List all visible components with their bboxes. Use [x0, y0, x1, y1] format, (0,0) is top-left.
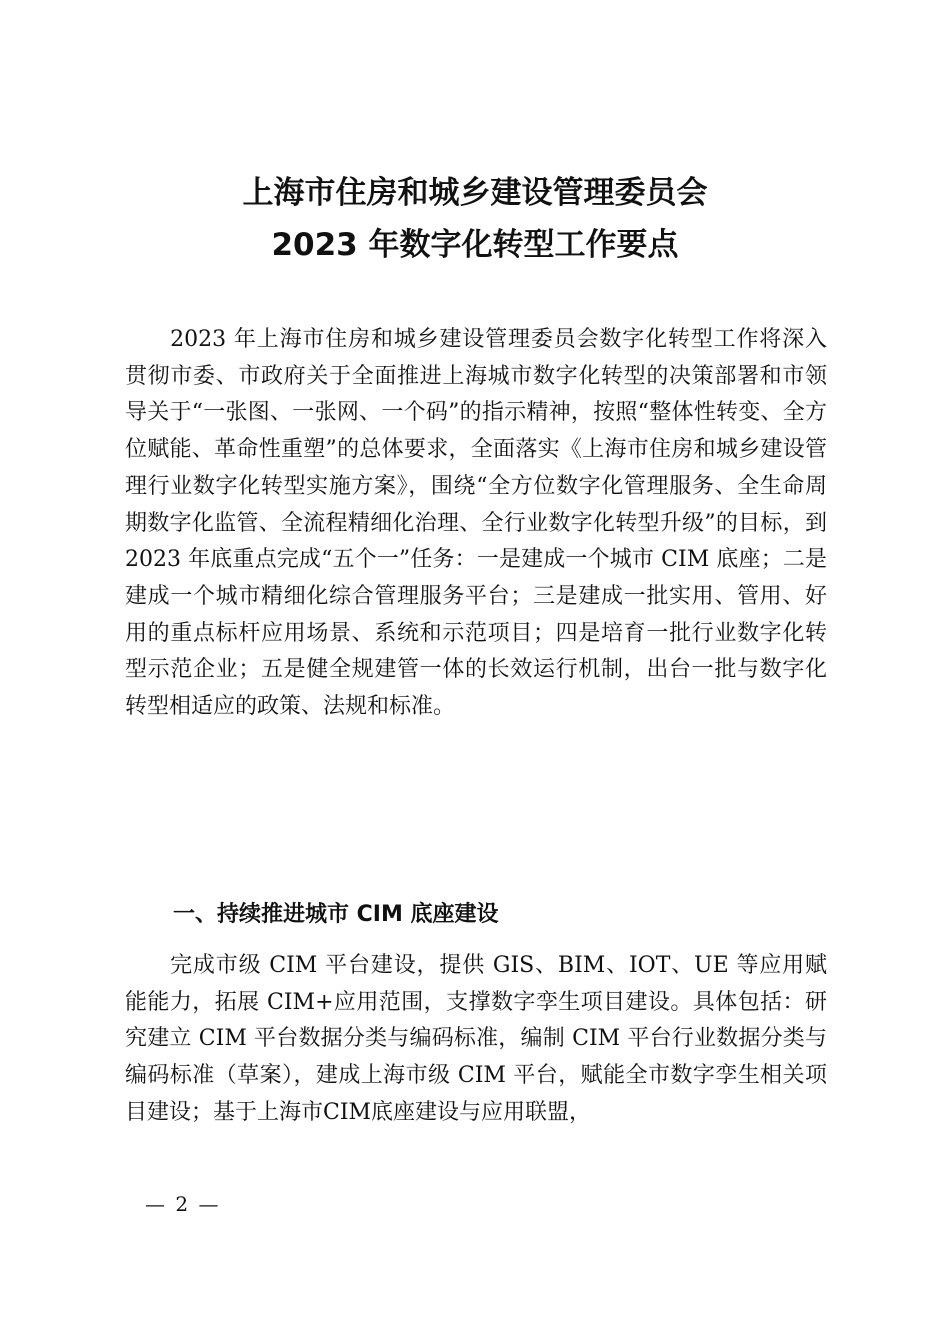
page-number: — 2 —	[145, 1192, 221, 1216]
document-title-line-2: 2023 年数字化转型工作要点	[271, 227, 679, 263]
document-title-line-1: 上海市住房和城乡建设管理委员会	[242, 175, 708, 211]
section-1-heading: 一、持续推进城市 CIM 底座建设	[173, 902, 499, 927]
section-1-paragraph: 完成市级 CIM 平台建设，提供 GIS、BIM、IOT、UE 等应用赋能能力，拓展 CIM+应用范围，支撑数字孪生项目建设。具体包括：研究建立 CIM 平台数据分类与编码标准，编制 CIM 平台行业数据分类与编码标准（草案），建成上海市级 CIM 平台，赋能全市数字孪生相关项目建设；基于上海市CIM底座建设与应用联盟，	[125, 953, 827, 1125]
intro-paragraph: 2023 年上海市住房和城乡建设管理委员会数字化转型工作将深入贯彻市委、市政府关于全面推进上海城市数字化转型的决策部署和市领导关于“一张图、一张网、一个码”的指示精神，按照“整体性转变、全方位赋能、革命性重塑”的总体要求，全面落实《上海市住房和城乡建设管理行业数字化转型实施方案》，围绕“全方位数字化管理服务、全生命周期数字化监管、全流程精细化治理、全行业数字化转型升级”的目标，到 2023 年底重点完成“五个一”任务：一是建成一个城市 CIM 底座；二是建成一个城市精细化综合管理服务平台；三是建成一批实用、管用、好用的重点标杆应用场景、系统和示范项目；四是培育一批行业数字化转型示范企业；五是健全规建管一体的长效运行机制，出台一批与数字化转型相适应的政策、法规和标准。	[125, 327, 827, 720]
